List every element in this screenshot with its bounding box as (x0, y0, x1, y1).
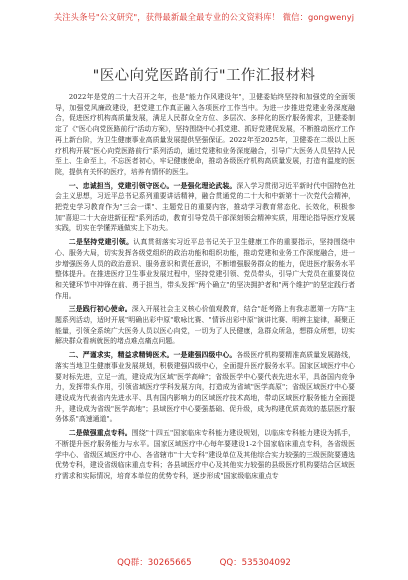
qq-number-text: QQ：535304092 (219, 558, 291, 568)
document-title: "医心向党医路前行"工作汇报材料 (92, 68, 316, 84)
section-heading: 二、严谨求实，精益求精铸医术。一是建强四级中心。 (68, 351, 237, 360)
document-body (55, 92, 355, 550)
section-paragraph (55, 428, 355, 482)
section-heading: 三是践行初心使命。 (68, 305, 132, 314)
paragraph-text: 深入开展社会主义核心价值观教育，结合"赶考路上有我志愿第一方阵"主题系列活动，适时开展"明确出彩中原"歌咏比赛、"情诉出彩中原"演讲比赛、明辨主旋律，凝聚正能量，引领全系统广大医务人员以医心向党，一切为了人民健康，急群众所急，想群众所想，切实解决群众看病就医的堵点难点痛点问题。 (55, 305, 355, 346)
paragraph-text: 围绕"十四五"国家临床专科能力建设规划，以临床专科能力建设为抓手，不断提升医疗服务能力与水平。国家区域医疗中心每年要建设1-2个国家临床重点专科，各省级医学中心、省级区域医疗中心、各省辖市"十大专科"建设单位及其他综合实力较强的三级医院要遴选优势专科，建设省级临床重点专科；各县域医疗中心及其他实力较强的县级医疗机构要结合区域医疗需求和实际情况，培育本单位的优势专科，逐步形成"国家级临床重点专 (55, 429, 355, 480)
intro-paragraph (55, 92, 355, 178)
section-paragraph (55, 350, 355, 425)
section-paragraph (55, 237, 355, 301)
paragraph-text: 深入学习贯彻习近平新时代中国特色社会主义思想，习近平总书记系列重要讲话精神，融合贯通党的二十大和中新第十一次党代会精神，把党史学习教育作为"三会一课"、主题党日的重要内容，推动学习教育常态化、长效化，积极参加"喜迎二十大奋进新征程"系列活动，教育引导党员干部深刻领会精神实质，用理论指导医疗发展实践，切实在学懂弄通做实上下功夫。 (55, 181, 355, 233)
banner-text: 关注头条号"公文研究"，获得最新最全最专业的公文资料库！ 微信：gongwenyj (53, 12, 355, 22)
paragraph-text: 2022年是党的二十大召开之年，也是"能力作风建设年"，卫健委始终坚持和加强党的全面领导，加强党风廉政建设，把党建工作真正融入各项医疗工作当中。为进一步推进党建业务深度融合，促进医疗机构高质量发展，满足人民群众全方位、多层次、多样化的医疗服务需求，卫健委制定了《"医心向党医路前行"活动方案》，坚持围绕中心抓党建、抓好党建促发展，不断推动医疗工作再上新台阶，为卫生健康事业高质量发展提供坚强保证。2022年至2025年，卫健委在二级以上医疗机构开展"医心向党医路前行"系列活动，通过党建和业务深度融合，引导广大医务人员坚持人民至上、生命至上，不忘医者初心，牢记健康使命，推动各级医疗机构高质量发展，打造有温度的医院，提供有关怀的医疗，培养有情怀的医生。 (55, 93, 355, 176)
paragraph-text: 各级医疗机构要精准高质量发展路线，落实当地卫生健康事业发展规划，积极建强四级中心，全面提升医疗服务水平。国家区域医疗中心要对标先进，立足一流，建设成为区域"医学高峰"；省级医学中心要代表先进水平，具备国内竞争力，发挥带头作用，引领省域医疗学科发展方向，打造成为省域"医学高原"；省级区域医疗中心要建设成为代表省内先进水平、具有国内影响力的区域医疗技术高地，带动区域医疗服务能力全面提升，建设成为省级"医学高地"；县域医疗中心要强基础、促升级，成为构建优质高效的基层医疗服务体系"高速通道"。 (55, 351, 355, 424)
section-heading: 二是做强重点专科。 (68, 429, 132, 438)
section-paragraph (55, 304, 355, 347)
section-heading: 一、忠诚担当，党建引领守医心。一是强化理论武装。 (68, 181, 237, 190)
footer-contact (0, 556, 408, 576)
section-paragraph (55, 181, 355, 235)
section-heading: 二是坚持党建引领。 (68, 238, 134, 247)
qq-group-text: QQ群：30265665 (117, 558, 192, 568)
paragraph-text: 认真贯彻落实习近平总书记关于卫生健康工作的重要指示，坚持围绕中心、服务大局，切实发挥各级党组织的政治功能和组织功能，推动党建和业务工作深度融合，进一步增强医务人员的政治意识、服务意识和责任意识，不断增强服务群众的能力，促进医疗服务水平整体提升。在推进医疗卫生事业发展过程中，坚持党建引领、党员带头，引导广大党员在重要岗位和关键环节中冲锋在前、勇于担当，带头发挥"两个确立"的坚决拥护者和"两个维护"的坚定践行者作用。 (55, 238, 355, 300)
header-banner (0, 0, 408, 34)
